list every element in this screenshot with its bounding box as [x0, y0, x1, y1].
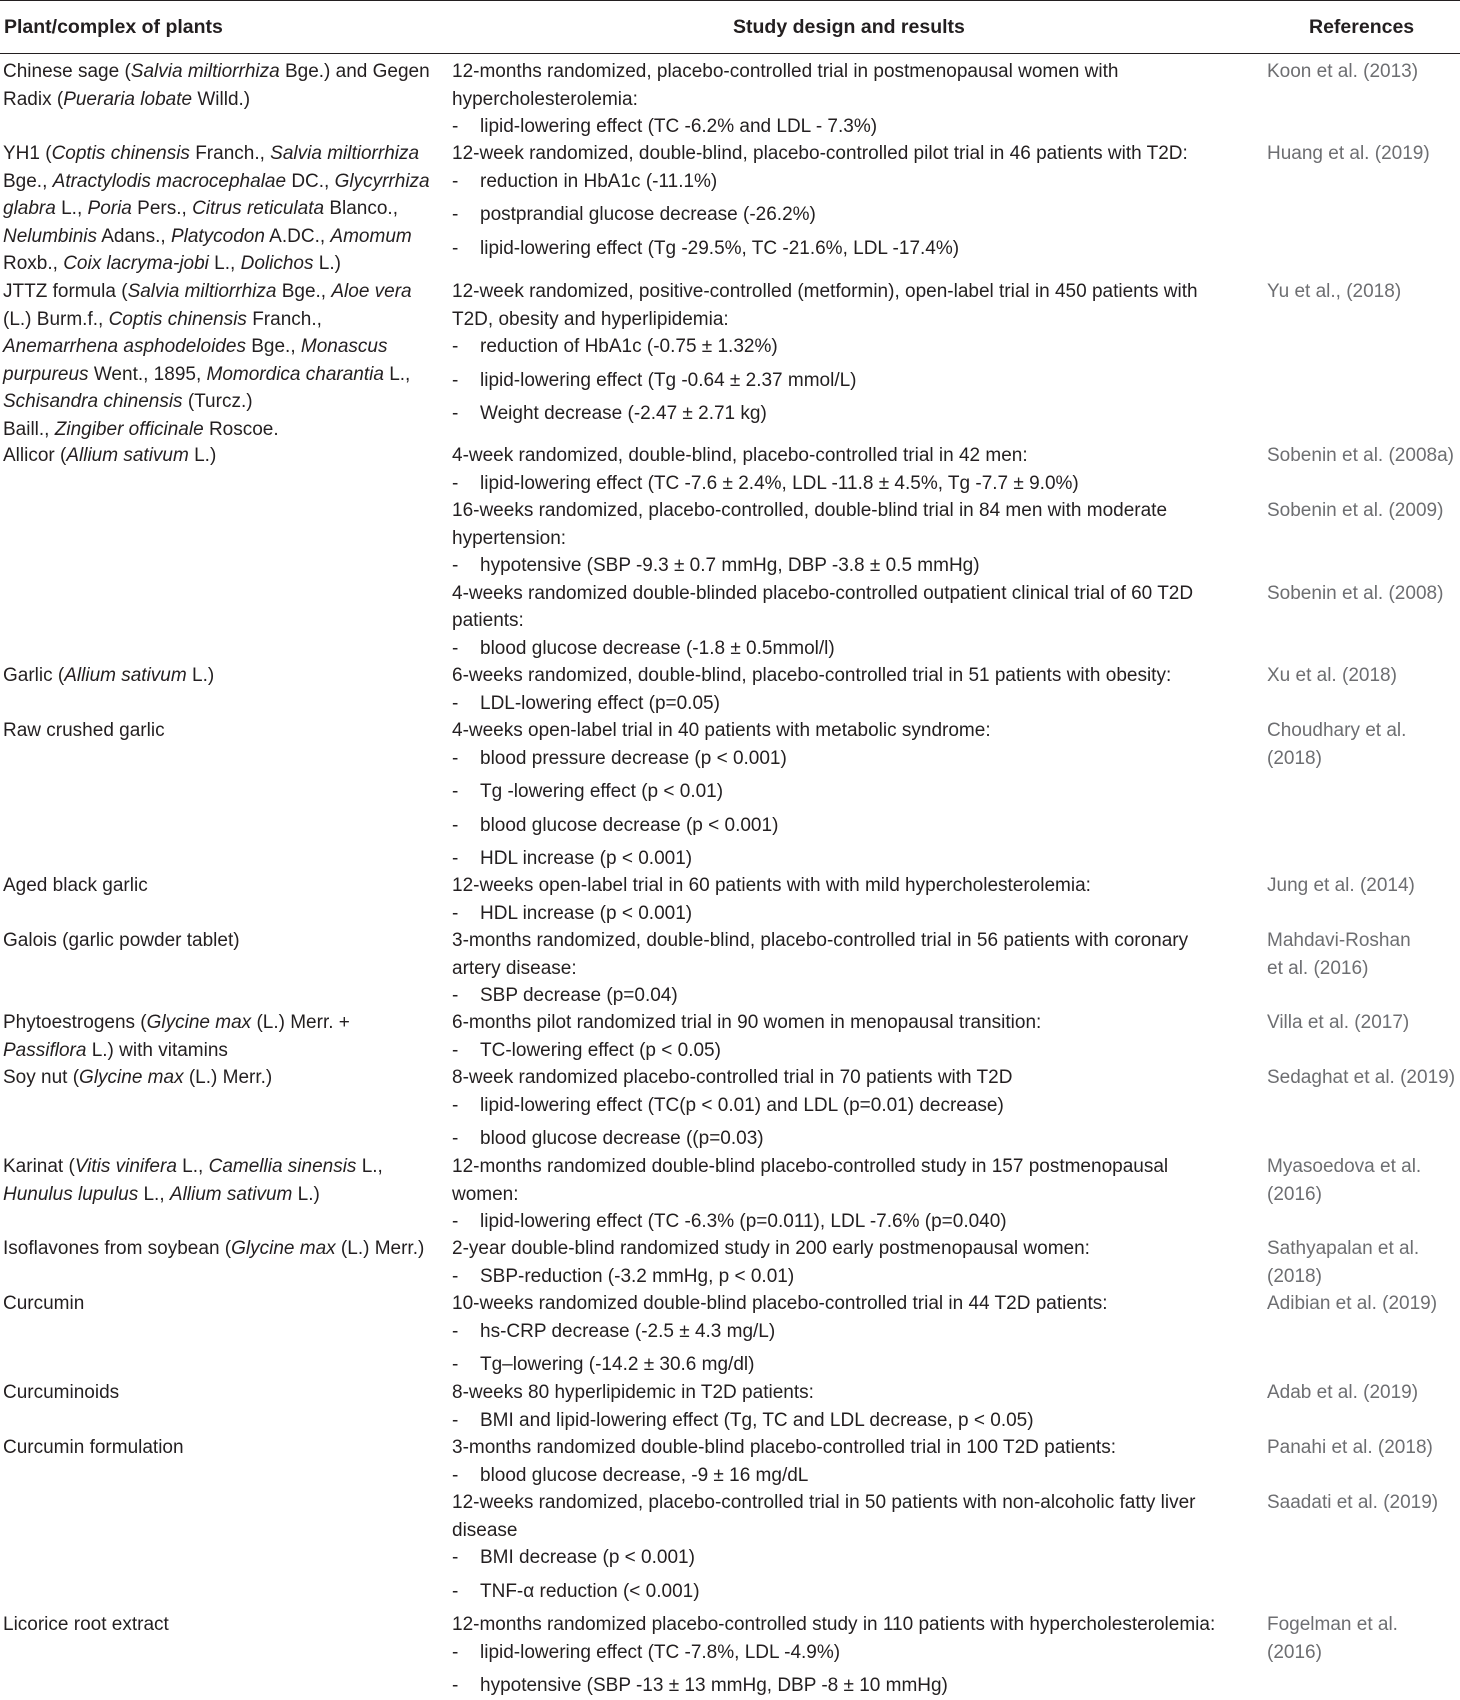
bullet-text: HDL increase (p < 0.001)	[480, 848, 693, 869]
reference: Saadati et al. (2019)	[1267, 1492, 1439, 1513]
result-bullet	[452, 900, 692, 928]
bullet-dash: -	[452, 1641, 459, 1663]
study-line: 3-months randomized double-blind placebo-controlled trial in 100 T2D patients:	[452, 1437, 1116, 1458]
plant-cell	[3, 662, 214, 690]
plant-line: Baill., Zingiber officinale Roscoe.	[3, 418, 279, 440]
result-bullet	[452, 1672, 948, 1700]
plant-cell	[3, 1009, 350, 1064]
study-line: 6-weeks randomized, double-blind, placebo-controlled trial in 51 patients with obesity:	[452, 665, 1172, 686]
bullet-text: SBP decrease (p=0.04)	[480, 985, 678, 1006]
reference	[1267, 1379, 1418, 1407]
result-bullet	[452, 400, 767, 428]
result-bullet	[452, 201, 816, 229]
bullet-dash: -	[452, 1675, 459, 1696]
reference-line: Choudhary et al.	[1267, 720, 1407, 741]
reference	[1267, 1611, 1398, 1666]
reference	[1267, 927, 1411, 982]
bullet-dash: -	[452, 336, 459, 357]
study-line: 4-week randomized, double-blind, placebo-controlled trial in 42 men:	[452, 445, 1028, 466]
bullet-dash: -	[452, 1039, 459, 1061]
reference-line: Sedaghat et al. (2019)	[1267, 1067, 1456, 1088]
plant-line: Passiflora L.) with vitamins	[3, 1039, 228, 1061]
reference	[1267, 140, 1430, 168]
bullet-dash: -	[452, 555, 459, 576]
study-line: T2D, obesity and hyperlipidemia:	[452, 308, 729, 330]
plant-line: Licorice root extract	[3, 1614, 169, 1635]
bullet-dash: -	[452, 237, 459, 259]
result-bullet	[452, 1318, 775, 1346]
study-line: 12-months randomized placebo-controlled study in 110 patients with hypercholesterolemia:	[452, 1614, 1216, 1635]
reference-line: Yu et al., (2018)	[1267, 281, 1402, 302]
result-bullet	[452, 635, 835, 663]
reference	[1267, 1290, 1437, 1318]
plant-line: Roxb., Coix lacryma-jobi L., Dolichos L.)	[3, 253, 341, 274]
reference	[1267, 1235, 1419, 1290]
reference-line: Huang et al. (2019)	[1267, 143, 1430, 164]
result-bullet	[452, 1208, 1007, 1236]
reference-line: (2018)	[1267, 1265, 1322, 1287]
plant-cell	[3, 1434, 184, 1462]
bullet-text: HDL increase (p < 0.001)	[480, 902, 693, 924]
result-bullet	[452, 1407, 1034, 1435]
plant-line: Curcumin formulation	[3, 1437, 184, 1458]
bullet-text: hypotensive (SBP -9.3 ± 0.7 mmHg, DBP -3.8 ± 0.5 mmHg)	[480, 555, 980, 576]
plant-line: Curcumin	[3, 1293, 85, 1314]
reference	[1267, 872, 1415, 900]
reference: Sobenin et al. (2008a)	[1267, 445, 1454, 466]
plant-cell	[3, 1379, 119, 1407]
study-line: 12-weeks open-label trial in 60 patients with with mild hypercholesterolemia:	[452, 875, 1091, 896]
study-line: 8-week randomized placebo-controlled trial in 70 patients with T2D	[452, 1067, 1013, 1088]
bullet-text: Tg–lowering (-14.2 ± 30.6 mg/dl)	[480, 1354, 755, 1375]
bullet-text: Tg -lowering effect (p < 0.01)	[480, 781, 724, 802]
result-bullet	[452, 367, 857, 395]
table-header	[0, 0, 1460, 54]
study-line: disease	[452, 1519, 518, 1541]
bullet-text: lipid-lowering effect (TC -7.8%, LDL -4.9%)	[480, 1641, 841, 1663]
result-bullet	[452, 1351, 754, 1379]
result-bullet	[452, 1263, 794, 1291]
study-line: patients:	[452, 610, 524, 631]
study-line: 6-months pilot randomized trial in 90 women in menopausal transition:	[452, 1012, 1042, 1033]
bullet-dash: -	[452, 1354, 459, 1375]
plant-line: JTTZ formula (Salvia miltiorrhiza Bge., Aloe vera	[3, 281, 412, 302]
reference: Sobenin et al. (2008)	[1267, 582, 1444, 604]
plant-cell	[3, 442, 216, 470]
plant-cell	[3, 717, 165, 745]
plant-line: Garlic (Allium sativum L.)	[3, 665, 215, 686]
bullet-text: blood glucose decrease ((p=0.03)	[480, 1128, 764, 1149]
plant-line: Hunulus lupulus L., Allium sativum L.)	[3, 1183, 320, 1205]
plant-line: Karinat (Vitis vinifera L., Camellia sinensis L.,	[3, 1156, 383, 1177]
study-line: 3-months randomized, double-blind, placebo-controlled trial in 56 patients with coronary	[452, 930, 1189, 951]
result-bullet	[452, 333, 778, 361]
reference	[1267, 717, 1406, 772]
plant-line: Soy nut (Glycine max (L.) Merr.)	[3, 1067, 273, 1088]
result-bullet	[452, 1462, 808, 1490]
bullet-dash: -	[452, 1211, 459, 1232]
result-bullet	[452, 812, 778, 840]
bullet-dash: -	[452, 116, 459, 137]
bullet-dash: -	[452, 1580, 459, 1602]
bullet-dash: -	[452, 170, 459, 192]
bullet-dash: -	[452, 637, 459, 659]
result-bullet	[452, 235, 959, 263]
result-bullet	[452, 552, 980, 580]
plant-line: Radix (Pueraria lobate Willd.)	[3, 88, 251, 110]
plant-line: Phytoestrogens (Glycine max (L.) Merr. +	[3, 1012, 350, 1033]
study-line: 8-weeks 80 hyperlipidemic in T2D patients:	[452, 1382, 814, 1403]
bullet-dash: -	[452, 985, 459, 1006]
study-line: 12-weeks randomized, placebo-controlled trial in 50 patients with non-alcoholic fatty liver	[452, 1492, 1196, 1513]
plant-cell	[3, 872, 148, 900]
bullet-text: lipid-lowering effect (TC -6.2% and LDL - 7.3%)	[480, 116, 878, 137]
bullet-text: TNF-α reduction (< 0.001)	[480, 1580, 700, 1602]
bullet-text: lipid-lowering effect (TC(p < 0.01) and LDL (p=0.01) decrease)	[480, 1094, 1004, 1116]
bullet-dash: -	[452, 1265, 459, 1287]
plant-line: Raw crushed garlic	[3, 720, 165, 741]
study-line: 10-weeks randomized double-blind placebo-controlled trial in 44 T2D patients:	[452, 1293, 1108, 1314]
result-bullet	[452, 1092, 1004, 1120]
result-bullet	[452, 982, 678, 1010]
bullet-text: TC-lowering effect (p < 0.05)	[480, 1039, 721, 1061]
reference-line: Jung et al. (2014)	[1267, 875, 1415, 896]
result-bullet	[452, 845, 692, 873]
plant-line: glabra L., Poria Pers., Citrus reticulata Blanco.,	[3, 198, 398, 219]
bullet-dash: -	[452, 1094, 459, 1116]
plant-line: (L.) Burm.f., Coptis chinensis Franch.,	[3, 308, 322, 330]
study-line: 2-year double-blind randomized study in 200 early postmenopausal women:	[452, 1238, 1090, 1259]
plant-cell	[3, 1611, 169, 1639]
bullet-dash: -	[452, 1128, 459, 1149]
reference	[1267, 1153, 1421, 1208]
reference-line: Sathyapalan et al.	[1267, 1238, 1420, 1259]
plant-line: purpureus Went., 1895, Momordica charantia L.,	[3, 363, 411, 385]
plant-line: Galois (garlic powder tablet)	[3, 930, 240, 951]
study-line: 12-week randomized, double-blind, placebo-controlled pilot trial in 46 patients with T2D:	[452, 143, 1188, 164]
bullet-text: SBP-reduction (-3.2 mmHg, p < 0.01)	[480, 1265, 795, 1287]
bullet-text: BMI and lipid-lowering effect (Tg, TC and LDL decrease, p < 0.05)	[480, 1409, 1034, 1431]
reference-line: (2016)	[1267, 1183, 1322, 1205]
reference-line: et al. (2016)	[1267, 957, 1369, 979]
bullet-dash: -	[452, 403, 459, 424]
reference-line: Adibian et al. (2019)	[1267, 1293, 1438, 1314]
plant-line: Aged black garlic	[3, 875, 148, 896]
bullet-text: Weight decrease (-2.47 ± 2.71 kg)	[480, 403, 767, 424]
plant-cell	[3, 1290, 84, 1318]
bullet-text: reduction in HbA1c (-11.1%)	[480, 170, 718, 192]
bullet-dash: -	[452, 369, 459, 391]
bullet-dash: -	[452, 472, 459, 494]
reference-line: Fogelman et al.	[1267, 1614, 1398, 1635]
reference-line: Xu et al. (2018)	[1267, 665, 1397, 686]
study-line: hypertension:	[452, 527, 567, 549]
study-line: 12-week randomized, positive-controlled (metformin), open-label trial in 450 patients with	[452, 281, 1198, 302]
header-study: Study design and results	[733, 16, 965, 38]
plant-line: Chinese sage (Salvia miltiorrhiza Bge.) and Gegen	[3, 61, 430, 82]
reference	[1267, 1064, 1455, 1092]
study-line: artery disease:	[452, 957, 577, 979]
reference	[1267, 58, 1418, 86]
study-line: 4-weeks open-label trial in 40 patients with metabolic syndrome:	[452, 720, 991, 741]
study-line: women:	[452, 1183, 519, 1205]
plant-cell	[3, 1064, 272, 1092]
study-line: hypercholesterolemia:	[452, 88, 638, 110]
plant-line: YH1 (Coptis chinensis Franch., Salvia miltiorrhiza	[3, 143, 420, 164]
bullet-text: lipid-lowering effect (Tg -29.5%, TC -21.6%, LDL -17.4%)	[480, 237, 960, 259]
bullet-text: blood glucose decrease, -9 ± 16 mg/dL	[480, 1464, 809, 1486]
plant-cell	[3, 1153, 383, 1208]
result-bullet	[452, 1578, 700, 1606]
plant-cell	[3, 927, 240, 955]
header-references: References	[1309, 16, 1415, 38]
reference: Panahi et al. (2018)	[1267, 1437, 1433, 1458]
result-bullet	[452, 745, 787, 773]
reference-line: Adab et al. (2019)	[1267, 1382, 1419, 1403]
study-line: 12-months randomized, placebo-controlled trial in postmenopausal women with	[452, 61, 1119, 82]
header-plant: Plant/complex of plants	[4, 16, 223, 38]
reference	[1267, 662, 1397, 690]
plant-line: Schisandra chinensis (Turcz.)	[3, 391, 253, 412]
bullet-dash: -	[452, 1409, 459, 1431]
reference-line: Villa et al. (2017)	[1267, 1012, 1410, 1033]
result-bullet	[452, 1125, 764, 1153]
reference-line: Myasoedova et al.	[1267, 1156, 1422, 1177]
plant-line: Isoflavones from soybean (Glycine max (L.) Merr.)	[3, 1238, 425, 1259]
study-line: 4-weeks randomized double-blinded placebo-controlled outpatient clinical trial of 60 T2D	[452, 582, 1194, 604]
plant-line: Bge., Atractylodis macrocephalae DC., Glycyrrhiza	[3, 170, 430, 192]
bullet-text: lipid-lowering effect (TC -6.3% (p=0.011), LDL -7.6% (p=0.040)	[480, 1211, 1007, 1232]
bullet-dash: -	[452, 747, 459, 769]
bullet-dash: -	[452, 848, 459, 869]
bullet-text: hypotensive (SBP -13 ± 13 mmHg, DBP -8 ± 10 mmHg)	[480, 1675, 948, 1696]
plant-cell	[3, 58, 430, 113]
result-bullet	[452, 690, 720, 718]
bullet-text: postprandial glucose decrease (-26.2%)	[480, 204, 816, 225]
bullet-dash: -	[452, 204, 459, 225]
bullet-text: blood glucose decrease (-1.8 ± 0.5mmol/l)	[480, 637, 835, 659]
plant-line: Curcuminoids	[3, 1382, 120, 1403]
result-bullet	[452, 778, 723, 806]
bullet-dash: -	[452, 1464, 459, 1486]
bullet-dash: -	[452, 1547, 459, 1568]
bullet-text: blood glucose decrease (p < 0.001)	[480, 814, 779, 836]
bullet-dash: -	[452, 814, 459, 836]
bullet-dash: -	[452, 692, 459, 714]
bullet-dash: -	[452, 781, 459, 802]
result-bullet	[452, 113, 877, 141]
plant-cell	[3, 140, 430, 278]
plant-line: Anemarrhena asphodeloides Bge., Monascus	[3, 336, 388, 357]
reference	[1267, 1009, 1409, 1037]
plant-cell	[3, 278, 412, 443]
result-bullet	[452, 1544, 695, 1572]
study-line: 12-months randomized double-blind placebo-controlled study in 157 postmenopausal	[452, 1156, 1169, 1177]
result-bullet	[452, 470, 1079, 498]
bullet-dash: -	[452, 902, 459, 924]
plant-line: Allicor (Allium sativum L.)	[3, 445, 217, 466]
bullet-text: lipid-lowering effect (TC -7.6 ± 2.4%, LDL -11.8 ± 4.5%, Tg -7.7 ± 9.0%)	[480, 472, 1079, 494]
study-line: 16-weeks randomized, placebo-controlled, double-blind trial in 84 men with moderate	[452, 500, 1168, 521]
result-bullet	[452, 1037, 721, 1065]
result-bullet	[452, 168, 717, 196]
plant-line: Nelumbinis Adans., Platycodon A.DC., Amomum	[3, 225, 412, 247]
reference-line: Koon et al. (2013)	[1267, 61, 1419, 82]
result-bullet	[452, 1639, 840, 1667]
bullet-text: BMI decrease (p < 0.001)	[480, 1547, 695, 1568]
plant-cell	[3, 1235, 424, 1263]
bullet-dash: -	[452, 1320, 459, 1342]
bullet-text: hs-CRP decrease (-2.5 ± 4.3 mg/L)	[480, 1320, 776, 1342]
reference	[1267, 278, 1401, 306]
bullet-text: lipid-lowering effect (Tg -0.64 ± 2.37 mmol/L)	[480, 369, 857, 391]
reference-line: (2018)	[1267, 747, 1322, 769]
bullet-text: blood pressure decrease (p < 0.001)	[480, 747, 787, 769]
reference-line: Mahdavi-Roshan	[1267, 930, 1411, 951]
reference: Sobenin et al. (2009)	[1267, 500, 1444, 521]
bullet-text: reduction of HbA1c (-0.75 ± 1.32%)	[480, 336, 778, 357]
reference-line: (2016)	[1267, 1641, 1322, 1663]
bullet-text: LDL-lowering effect (p=0.05)	[480, 692, 720, 714]
